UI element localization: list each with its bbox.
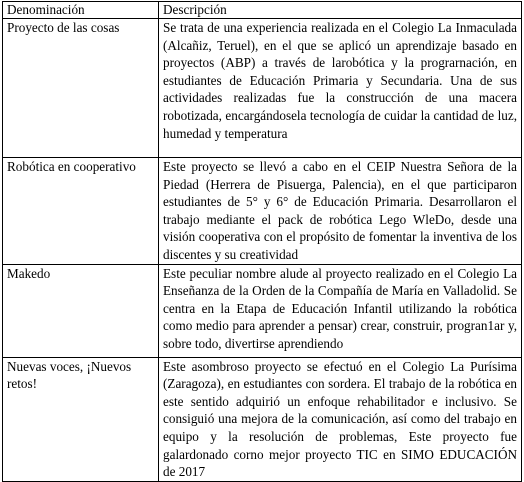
project-description: Este asombroso proyecto se efectuó en el Colegio La Purísima (Zaragoza), en estudiantes con sordera. El trabajo de la robótica en este sentido adquirió un enfoque rehabilitador e inclusivo. Se consiguió una mejora de la comunicación, así como del trabajo en equipo y la resolución de problemas, Este proyecto fue galardonado corno mejor proyecto TIC en SIMO EDUCACIÓN de 2017 bbox=[159, 357, 522, 481]
table-row bbox=[3, 357, 522, 481]
header-descripcion: Descripción bbox=[159, 2, 522, 19]
header-denominacion: Denominación bbox=[3, 2, 159, 19]
table-header bbox=[3, 2, 522, 19]
project-name: Makedo bbox=[3, 264, 159, 357]
project-name: Robótica en cooperativo bbox=[3, 158, 159, 265]
header-row bbox=[3, 2, 522, 19]
project-name: Nuevas voces, ¡Nuevos retos! bbox=[3, 357, 159, 481]
project-description: Este proyecto se llevó a cabo en el CEIP Nuestra Señora de la Piedad (Herrera de Pisuerga, Palencia), en el que participaron estudiantes de 5° y 6° de Educación Primaria. Desarrollaron el trabajo mediante el pack de robótica Lego WleDo, desde una visión cooperativa con el propósito de fomentar la inventiva de los discentes y su creatividad bbox=[159, 158, 522, 265]
table-body bbox=[3, 19, 522, 482]
project-description: Se trata de una experiencia realizada en el Colegio La Inmaculada (Alcañiz, Teruel), en el que se aplicó un aprendizaje basado en proyectos (ABP) a través de larobótica y la prograrnación, en estudiantes de Educación Primaria y Secundaria. Una de sus actividades realizadas fue la construcción de una macera robotizada, encargándosela tecnología de cuidar la cantidad de luz, humedad y temperatura bbox=[159, 19, 522, 158]
table-row bbox=[3, 158, 522, 265]
project-name: Proyecto de las cosas bbox=[3, 19, 159, 158]
project-description: Este peculiar nombre alude al proyecto realizado en el Colegio La Enseñanza de la Orden de la Compañía de María en Valladolid. Se centra en la Etapa de Educación Infantil utilizando la robótica como medio para aprender a pensar) crear, construir, progran1ar y, sobre todo, divertirse aprendiendo bbox=[159, 264, 522, 357]
projects-table bbox=[2, 1, 522, 482]
table-row bbox=[3, 264, 522, 357]
table-row bbox=[3, 19, 522, 158]
